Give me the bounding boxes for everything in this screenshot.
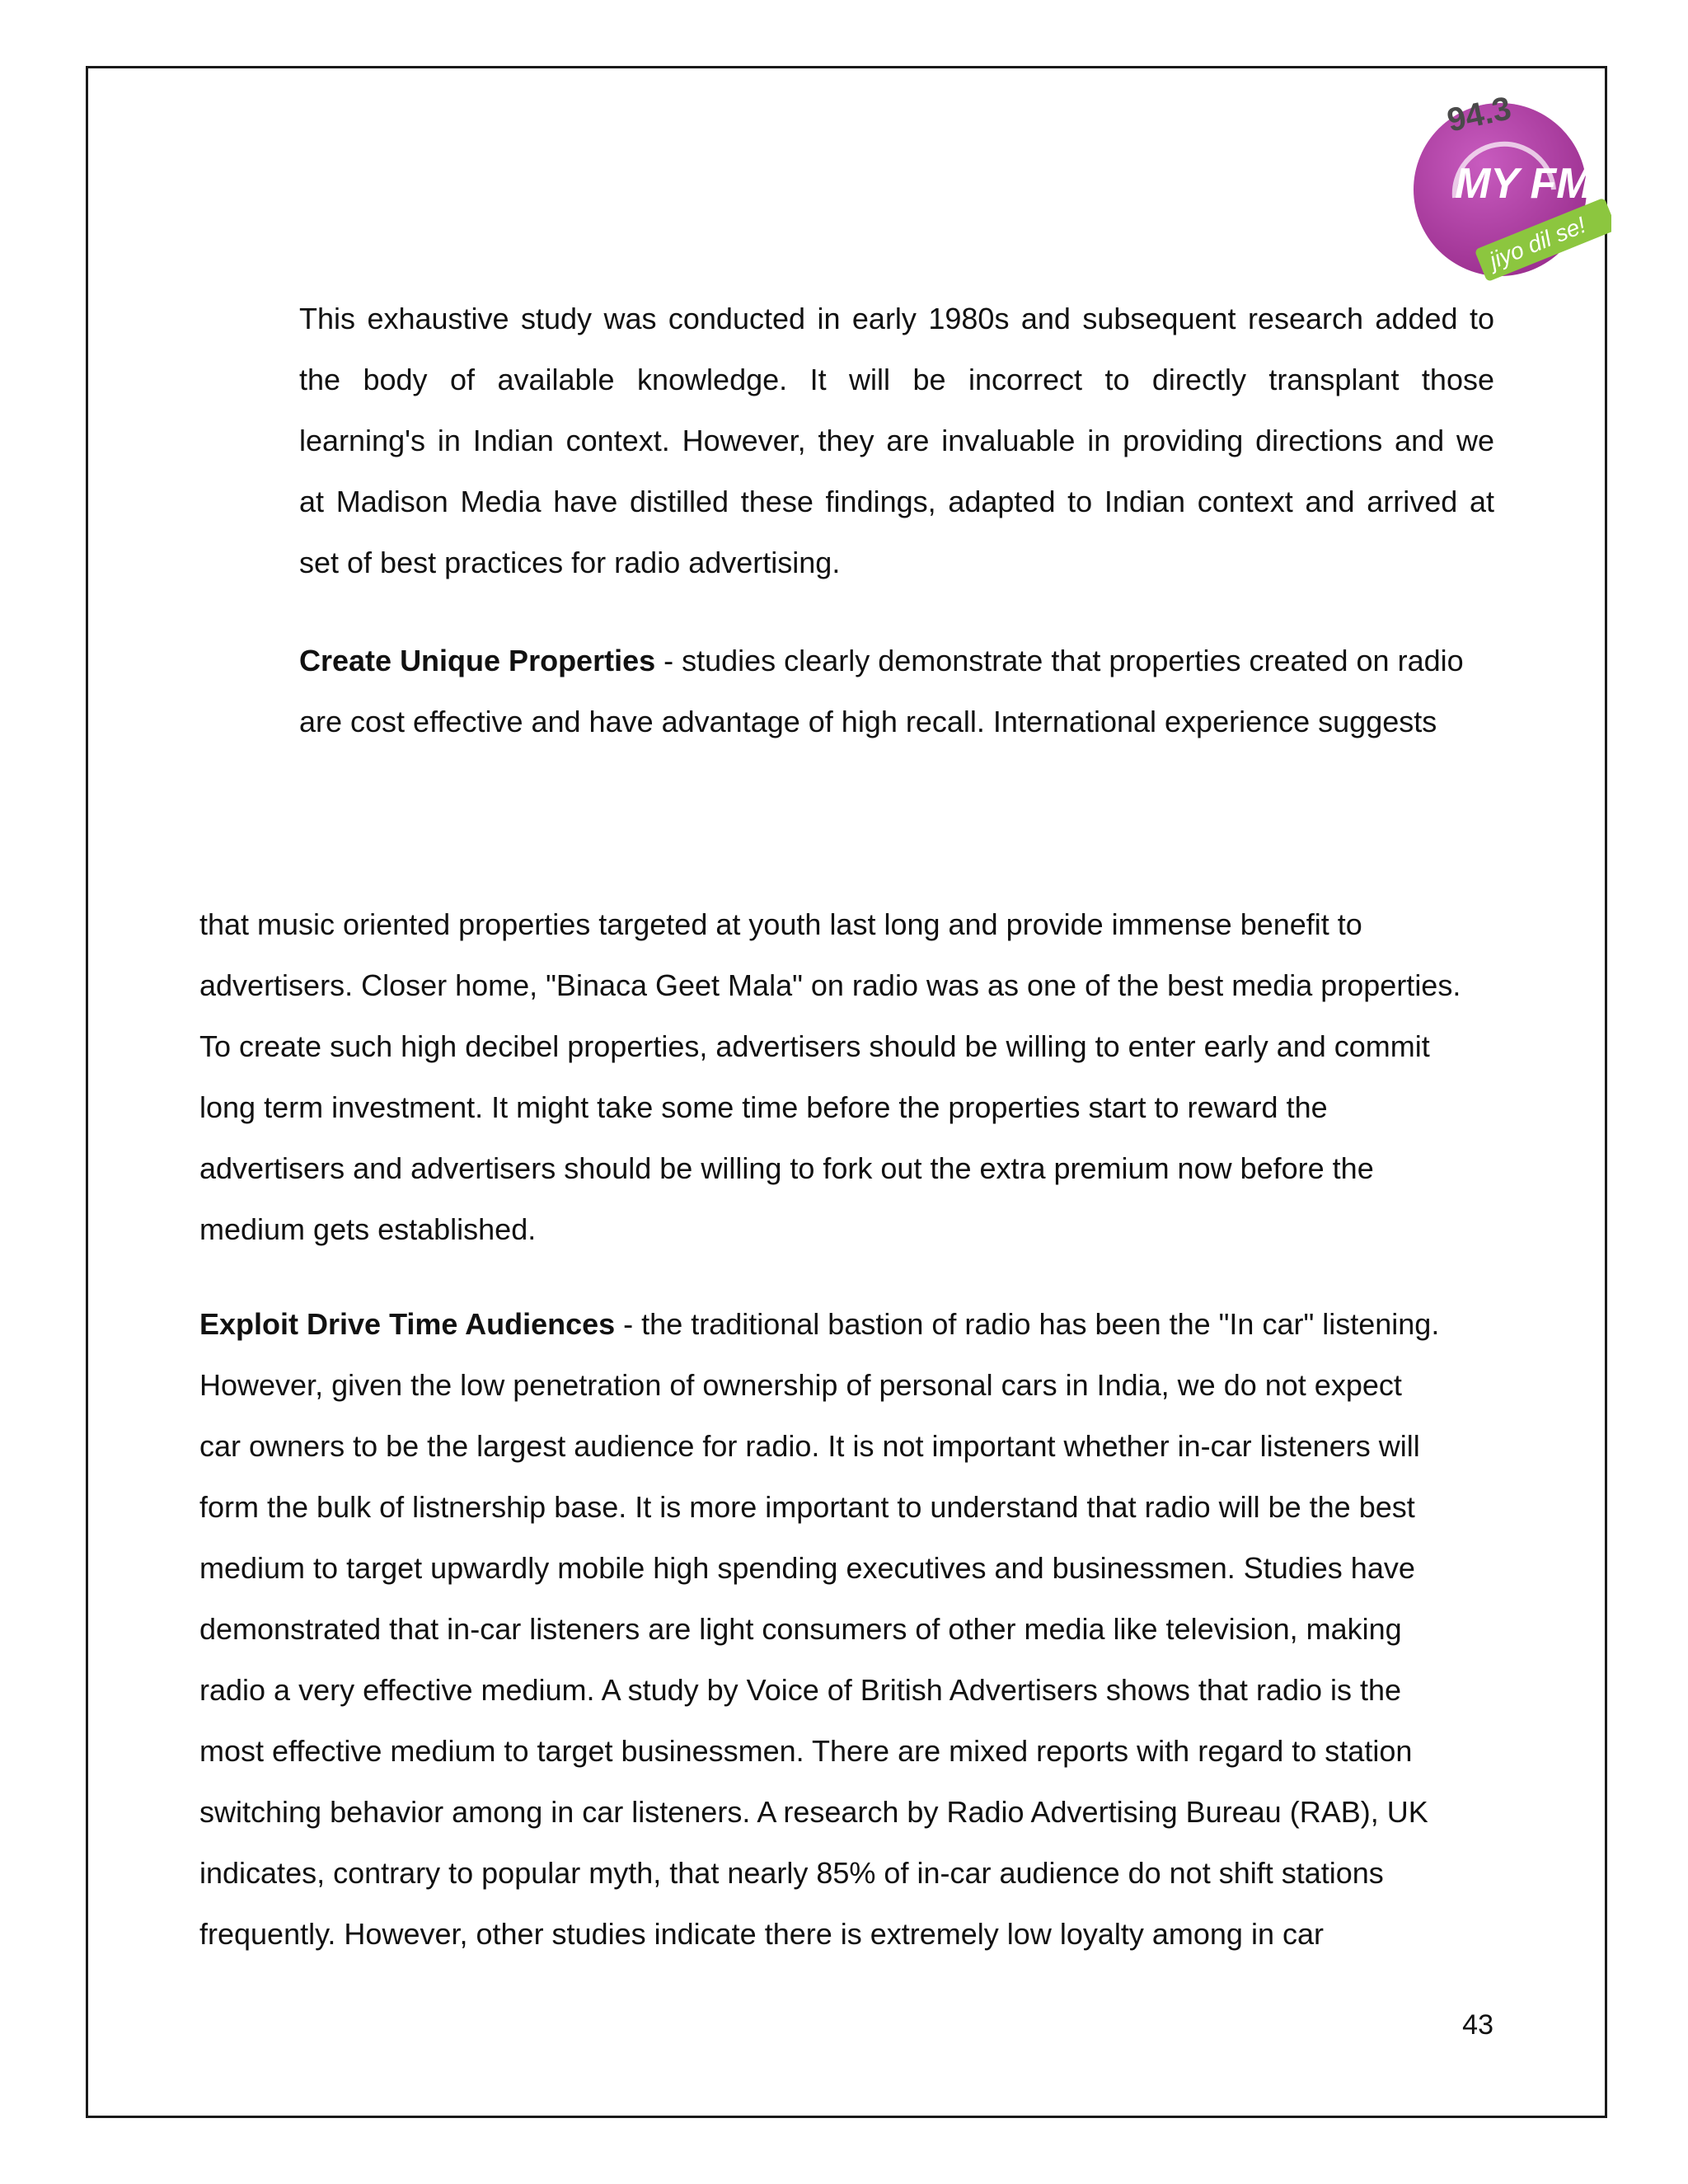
text-line: most effective medium to target businessmen. There are mixed reports with regard to station	[199, 1734, 1413, 1768]
paragraph-properties-continued	[199, 894, 1493, 1260]
text-line	[299, 630, 1494, 691]
text-line: advertisers. Closer home, "Binaca Geet Mala" on radio was as one of the best media properties.	[199, 968, 1461, 1002]
text-line: the body of available knowledge. It will be incorrect to directly transplant those	[299, 363, 1494, 396]
text-line: set of best practices for radio advertising.	[299, 546, 841, 579]
text-line: are cost effective and have advantage of high recall. International experience suggests	[299, 705, 1437, 738]
text-line: advertisers and advertisers should be willing to fork out the extra premium now before the	[199, 1151, 1374, 1185]
paragraph-study-intro	[299, 288, 1494, 593]
text-line: demonstrated that in-car listeners are light consumers of other media like television, making	[199, 1612, 1402, 1646]
section-heading: Create Unique Properties	[299, 644, 656, 677]
text-line: that music oriented properties targeted at youth last long and provide immense benefit to	[199, 907, 1362, 941]
text-line: learning's in Indian context. However, they are invaluable in providing directions and we	[299, 424, 1494, 457]
text-line: indicates, contrary to popular myth, that nearly 85% of in-car audience do not shift stations	[199, 1856, 1384, 1890]
logo-brand: MY FM	[1455, 160, 1592, 208]
text-line: form the bulk of listnership base. It is more important to understand that radio will be the best	[199, 1490, 1415, 1524]
section-heading: Exploit Drive Time Audiences	[199, 1307, 616, 1341]
text-line: This exhaustive study was conducted in early 1980s and subsequent research added to	[299, 302, 1494, 335]
text-line: switching behavior among in car listeners. A research by Radio Advertising Bureau (RAB), UK	[199, 1795, 1428, 1829]
text-line	[199, 1294, 1493, 1355]
text-line: However, given the low penetration of ownership of personal cars in India, we do not expect	[199, 1368, 1402, 1402]
my-fm-logo	[1397, 74, 1611, 288]
paragraph-create-unique-properties	[299, 630, 1494, 752]
logo-frequency: 94.3	[1444, 90, 1515, 139]
text-run: - the traditional bastion of radio has been the "In car" listening.	[615, 1307, 1440, 1341]
text-line: car owners to be the largest audience for radio. It is not important whether in-car listeners will	[199, 1429, 1420, 1463]
text-line: medium gets established.	[199, 1212, 537, 1246]
page-number: 43	[1462, 2009, 1493, 2041]
paragraph-exploit-drive-time	[199, 1294, 1493, 1965]
logo-tagline: jiyo dil se!	[1485, 212, 1590, 274]
text-line: at Madison Media have distilled these findings, adapted to Indian context and arrived at	[299, 485, 1494, 518]
text-line: To create such high decibel properties, advertisers should be willing to enter early and commit	[199, 1029, 1430, 1063]
text-line: radio a very effective medium. A study by Voice of British Advertisers shows that radio is the	[199, 1673, 1402, 1707]
text-line: frequently. However, other studies indicate there is extremely low loyalty among in car	[199, 1917, 1324, 1951]
text-line: medium to target upwardly mobile high spending executives and businessmen. Studies have	[199, 1551, 1415, 1585]
text-line: long term investment. It might take some time before the properties start to reward the	[199, 1090, 1328, 1124]
text-run: - studies clearly demonstrate that properties created on radio	[655, 644, 1464, 677]
